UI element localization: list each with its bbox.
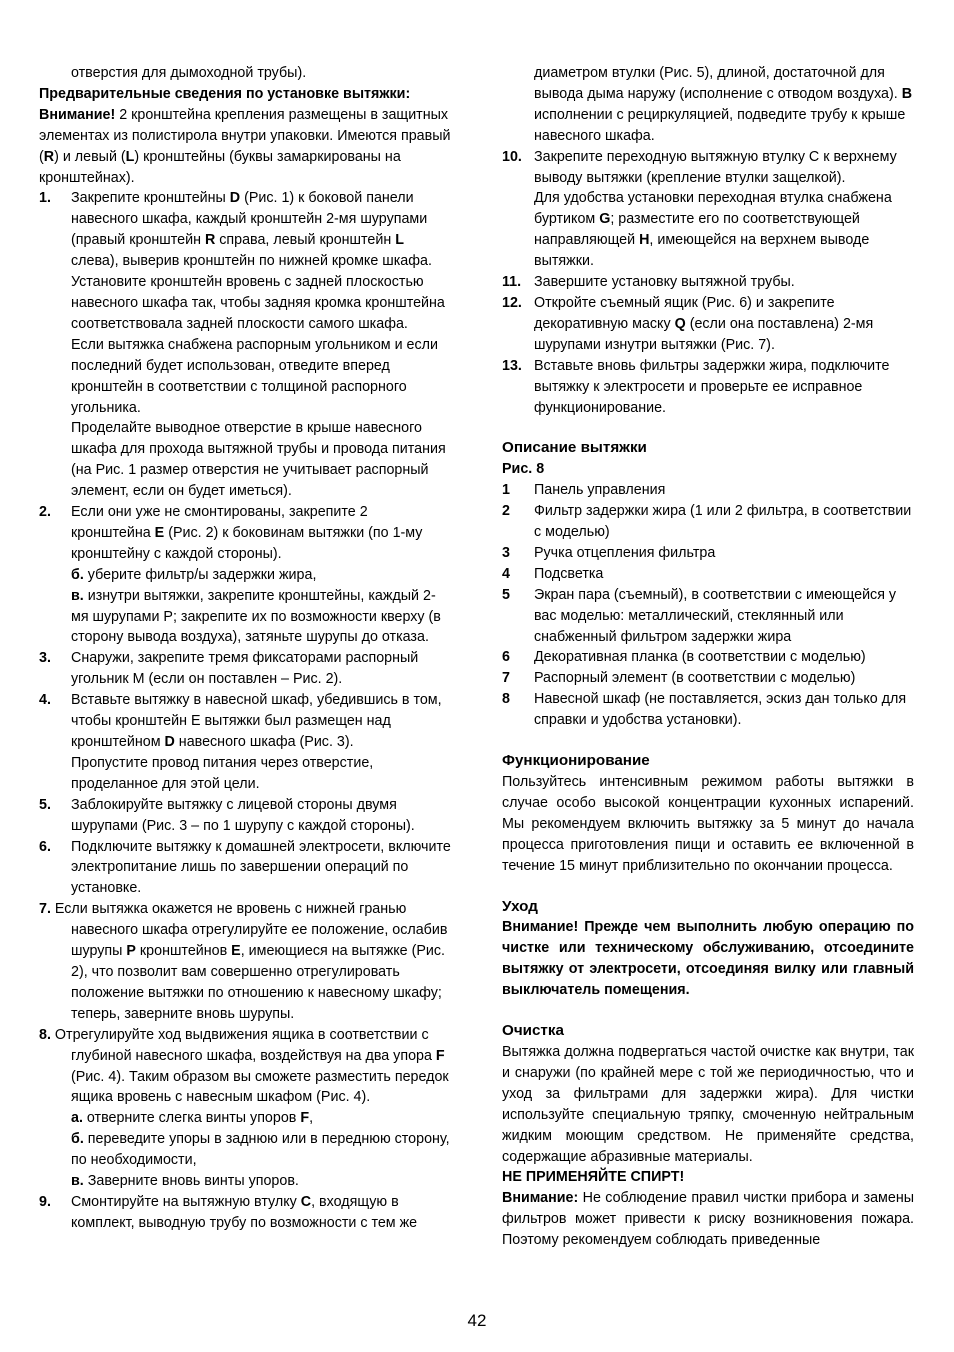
sub-label: в. — [71, 1173, 84, 1190]
step-number: 6. — [39, 838, 51, 855]
sub-label: б. — [71, 1131, 84, 1148]
step-10-para-2 — [534, 188, 914, 272]
step-9-continued — [502, 63, 914, 147]
step-6 — [39, 837, 451, 900]
step-2 — [39, 502, 451, 648]
step-number: 9. — [39, 1193, 51, 1210]
final-label: Внимание: — [502, 1190, 579, 1207]
step-text — [71, 1192, 451, 1234]
r-letter: R — [43, 148, 55, 165]
step-text — [71, 188, 451, 334]
legend-item — [502, 668, 914, 689]
legend-number: 1 — [502, 482, 510, 499]
s1-r: R — [204, 232, 216, 249]
step-1-para-3: Проделайте выводное отверстие в крыше навесного шкафа для прохода вытяжной трубы и провода питания (на Рис. 1 размер отверстия не учитывает распорный элемент, если он будет иметься). — [71, 420, 446, 500]
sub-text: уберите фильтр/ы задержки жира, — [83, 566, 317, 583]
legend-text: Экран пара (съемный), в соответствии с имеющейся у вас моделью: металлический, стеклянный или снабженный фильтром задержки жира — [534, 586, 897, 645]
legend-text: Фильтр задержки жира (1 или 2 фильтра, в соответствии с моделью) — [534, 503, 912, 541]
s9-a: Смонтируйте на вытяжную втулку — [71, 1193, 301, 1210]
step-2-sub-b — [71, 565, 451, 586]
s1-l: L — [395, 232, 404, 249]
s10-p2c: , имеющейся на верхнем выводе вытяжки. — [534, 232, 870, 270]
legend-text: Навесной шкаф (не поставляется, эскиз дан только для справки и удобства установки). — [534, 691, 907, 729]
s9-cont-a: диаметром втулки (Рис. 5), длиной, достаточной для вывода дыма наружу (исполнение с отводом воздуха). — [534, 65, 902, 102]
step-8-sub-v — [39, 1171, 451, 1192]
s1-a: Закрепите кронштейны — [71, 190, 230, 207]
step-text: Закрепите переходную вытяжную втулку С к верхнему выводу вытяжки (крепление втулки защелкой). — [534, 148, 897, 186]
sub-text: изнутри вытяжки, закрепите кронштейны, каждый 2-мя шурупами P; закрепите их по возможности кверху (в сторону вывода воздуха), затяньте шурупы до отказа. — [71, 587, 441, 646]
step-10 — [502, 147, 914, 272]
legend-item — [502, 564, 914, 585]
cleaning-heading: Очистка — [502, 1022, 564, 1040]
s1-b: (Рис. 1) к боковой панели навесного шкафа, каждый кронштейн 2-мя шурупами (правый кронштейн — [71, 190, 428, 249]
s12-b: (если она поставлена) 2-мя шурупами изнутри вытяжки (Рис. 7). — [534, 315, 874, 353]
step-number: 2. — [39, 504, 51, 521]
no-alcohol-warning: НЕ ПРИМЕНЯЙТЕ СПИРТ! — [502, 1169, 685, 1186]
step-number: 10. — [502, 148, 522, 165]
s2-a: Если они уже не смонтированы, закрепите 2 кронштейна — [71, 504, 368, 541]
legend-item — [502, 689, 914, 731]
s12-a: Откройте съемный ящик (Рис. 6) и закрепите декоративную маску — [534, 294, 835, 332]
cleaning-text: Вытяжка должна подвергаться частой очистке как внутри, так и снаружи (по крайней мере с той же периодичностью, что и уход за фильтрами для задержки жира). Для чистки используйте специальную тряпку, смоченную нейтральным жидким моющим средством. Не применяйте средства, содержащие абразивные материалы. — [502, 1043, 914, 1165]
step-text: Вставьте вновь фильтры задержки жира, подключите вытяжку к электросети и проверьте ее исправное функционирование. — [534, 357, 890, 416]
legend-number: 2 — [502, 503, 510, 520]
step-text — [71, 690, 451, 753]
step-text — [534, 293, 914, 356]
s1-c: справа, левый кронштейн — [215, 232, 396, 249]
legend-text: Подсветка — [534, 565, 604, 582]
legend-list — [502, 480, 914, 731]
s9-c: C — [300, 1193, 312, 1210]
s7-e: E — [231, 943, 241, 960]
sub-label: б. — [71, 566, 84, 583]
sub-text: отверните слегка винты упоров — [82, 1110, 301, 1127]
description-heading: Описание вытяжки — [502, 439, 647, 457]
step-8-sub-b — [39, 1129, 451, 1171]
sub-text-2: , — [309, 1110, 314, 1127]
s4-d: D — [164, 734, 175, 750]
step-number: 11. — [502, 274, 522, 291]
step-8-text — [39, 1025, 451, 1109]
step-4 — [39, 690, 451, 795]
legend-number: 5 — [502, 586, 510, 603]
s1-d: D — [229, 190, 241, 207]
s8-a: Отрегулируйте ход выдвижения ящика в соответствии с глубиной навесного шкафа, воздействуя на два упора — [50, 1026, 436, 1064]
s10-p2a: Для удобства установки переходная втулка снабжена буртиком — [534, 190, 892, 228]
s1-d-text: слева), выверив кронштейн по нижней кромке шкафа. Установите кронштейн вровень с задней плоскостью навесного шкафа так, чтобы задняя кромка кронштейна соответствовала задней плоскости самого шкафа. — [71, 253, 445, 332]
functioning-text: Пользуйтесь интенсивным режимом работы вытяжки в случае особо высокой концентрации кухонных испарений. Мы рекомендуем включить вытяжку за 5 минут до начала процесса приготовления пищи и оставить ее включенной в течение 15 минут приблизительно по окончании процесса. — [502, 774, 914, 874]
legend-number: 7 — [502, 670, 510, 687]
step-8-sub-a — [39, 1108, 451, 1129]
s8-b: (Рис. 4). Таким образом вы сможете разместить передок ящика вровень с навесным шкафом (Рис. 4). — [71, 1068, 449, 1106]
step-9 — [39, 1192, 451, 1234]
step-text: Подключите вытяжку к домашней электросети, включите электропитание лишь по завершении операций по установке. — [71, 838, 451, 897]
legend-item — [502, 543, 914, 564]
s8-f2: F — [300, 1110, 310, 1127]
s4-b: навесного шкафа (Рис. 3). — [174, 734, 354, 750]
legend-item — [502, 647, 914, 668]
step-5 — [39, 795, 451, 837]
step-number: 5. — [39, 796, 51, 813]
s4-a: Вставьте вытяжку в навесной шкаф, убедившись в том, чтобы кронштейн E вытяжки был размещен над кронштейном — [71, 692, 442, 750]
step-1 — [39, 188, 451, 502]
legend-number: 6 — [502, 649, 510, 666]
sub-label: в. — [71, 587, 84, 604]
attention-paragraph — [39, 105, 451, 189]
s2-e: E — [154, 524, 165, 541]
step-number: 8. — [39, 1026, 51, 1043]
step-text: Завершите установку вытяжной трубы. — [534, 274, 795, 291]
step-number: 7. — [39, 901, 51, 918]
step-text: Заблокируйте вытяжку с лицевой стороны двумя шурупами (Рис. 3 – по 1 шурупу с каждой стороны). — [71, 796, 415, 834]
s7-c: , имеющиеся на вытяжке (Рис. 2), что позволит вам совершенно отрегулировать положение вытяжки по отношению к навесному шкафу; теперь, заверните вновь шурупы. — [71, 943, 446, 1022]
l-letter: L — [125, 148, 135, 165]
legend-number: 8 — [502, 691, 510, 708]
step-number: 13. — [502, 357, 522, 374]
s2-b: (Рис. 2) к боковинам вытяжки (по 1-му кронштейну с каждой стороны). — [71, 524, 423, 562]
attention-text-2: ) и левый ( — [54, 148, 126, 165]
s9-cont-b: исполнении с рециркуляцией, подведите трубу к крыше навесного шкафа. — [534, 106, 906, 144]
s7-p: P — [126, 943, 136, 960]
legend-item — [502, 585, 914, 648]
sub-label: а. — [71, 1110, 83, 1127]
s9-b: , входящую в комплект, выводную трубу по возможности с тем же — [71, 1193, 418, 1231]
step-text: Снаружи, закрепите тремя фиксаторами распорный угольник M (если он поставлен – Рис. 2). — [71, 650, 419, 688]
page-number: 42 — [467, 1311, 487, 1330]
legend-number: 4 — [502, 565, 510, 582]
s12-q: Q — [674, 315, 686, 332]
s7-a: Если вытяжка окажется не вровень с нижней гранью навесного шкафа отрегулируйте ее положение, ослабив шурупы — [50, 901, 448, 960]
legend-item — [502, 480, 914, 501]
s8-f: F — [435, 1047, 445, 1064]
step-11 — [502, 272, 914, 293]
step-13 — [502, 356, 914, 419]
step-4-para-2: Пропустите провод питания через отверстие, проделанное для этой цели. — [71, 754, 374, 792]
step-2-sub-v — [71, 586, 451, 649]
step-number: 1. — [39, 190, 51, 207]
final-text: Не соблюдение правил чистки прибора и замены фильтров может привести к риску возникновения пожара. Поэтому рекомендуем соблюдать приведенные — [502, 1190, 914, 1249]
figure-label: Рис. 8 — [502, 461, 545, 478]
step-number: 12. — [502, 294, 522, 311]
step-12 — [502, 293, 914, 356]
attention-label: Внимание! — [39, 106, 116, 123]
s9-b-letter: B — [901, 85, 913, 102]
s10-h: H — [639, 232, 650, 249]
attention-text: 2 кронштейна крепления размещены в защитных элементах из полистирола внутри упаковки. Имеются правый ( — [39, 106, 451, 165]
sub-text: Заверните вновь винты упоров. — [83, 1173, 299, 1190]
step-text — [71, 502, 451, 565]
attention-text-3: ) кронштейны (буквы замаркированы на кронштейнах). — [39, 148, 401, 186]
legend-text: Панель управления — [534, 482, 666, 499]
prelim-heading: Предварительные сведения по установке вытяжки: — [39, 85, 411, 102]
left-column — [39, 63, 451, 1234]
s7-b: кронштейнов — [135, 943, 232, 960]
legend-text: Декоративная планка (в соответствии с моделью) — [534, 649, 866, 666]
sub-text: переведите упоры в заднюю или в переднюю сторону, по необходимости, — [71, 1131, 450, 1169]
legend-text: Распорный элемент (в соответствии с моделью) — [534, 670, 856, 687]
legend-number: 3 — [502, 544, 510, 561]
care-warning: Внимание! Прежде чем выполнить любую операцию по чистке или техническому обслуживанию, отсоедините вытяжку от электросети, отсоединяя вилку или главный выключатель помещения. — [502, 919, 914, 999]
s10-p2b: ; разместите его по соответствующей направляющей — [534, 211, 860, 249]
s10-g: G — [599, 211, 611, 228]
step-3 — [39, 648, 451, 690]
final-warning — [502, 1188, 914, 1251]
step-7 — [39, 899, 451, 1024]
legend-item — [502, 501, 914, 543]
functioning-heading: Функционирование — [502, 752, 650, 770]
intro-line: отверстия для дымоходной трубы). — [71, 65, 307, 81]
step-number: 4. — [39, 692, 51, 709]
care-heading: Уход — [502, 897, 538, 915]
step-1-para-2: Если вытяжка снабжена распорным угольником и если последний будет использован, отведите вперед кронштейн в соответствии с толщиной распорного угольника. — [71, 336, 438, 416]
step-number: 3. — [39, 650, 51, 667]
legend-text: Ручка отцепления фильтра — [534, 544, 716, 561]
right-column — [502, 63, 914, 1251]
step-8 — [39, 1025, 451, 1192]
